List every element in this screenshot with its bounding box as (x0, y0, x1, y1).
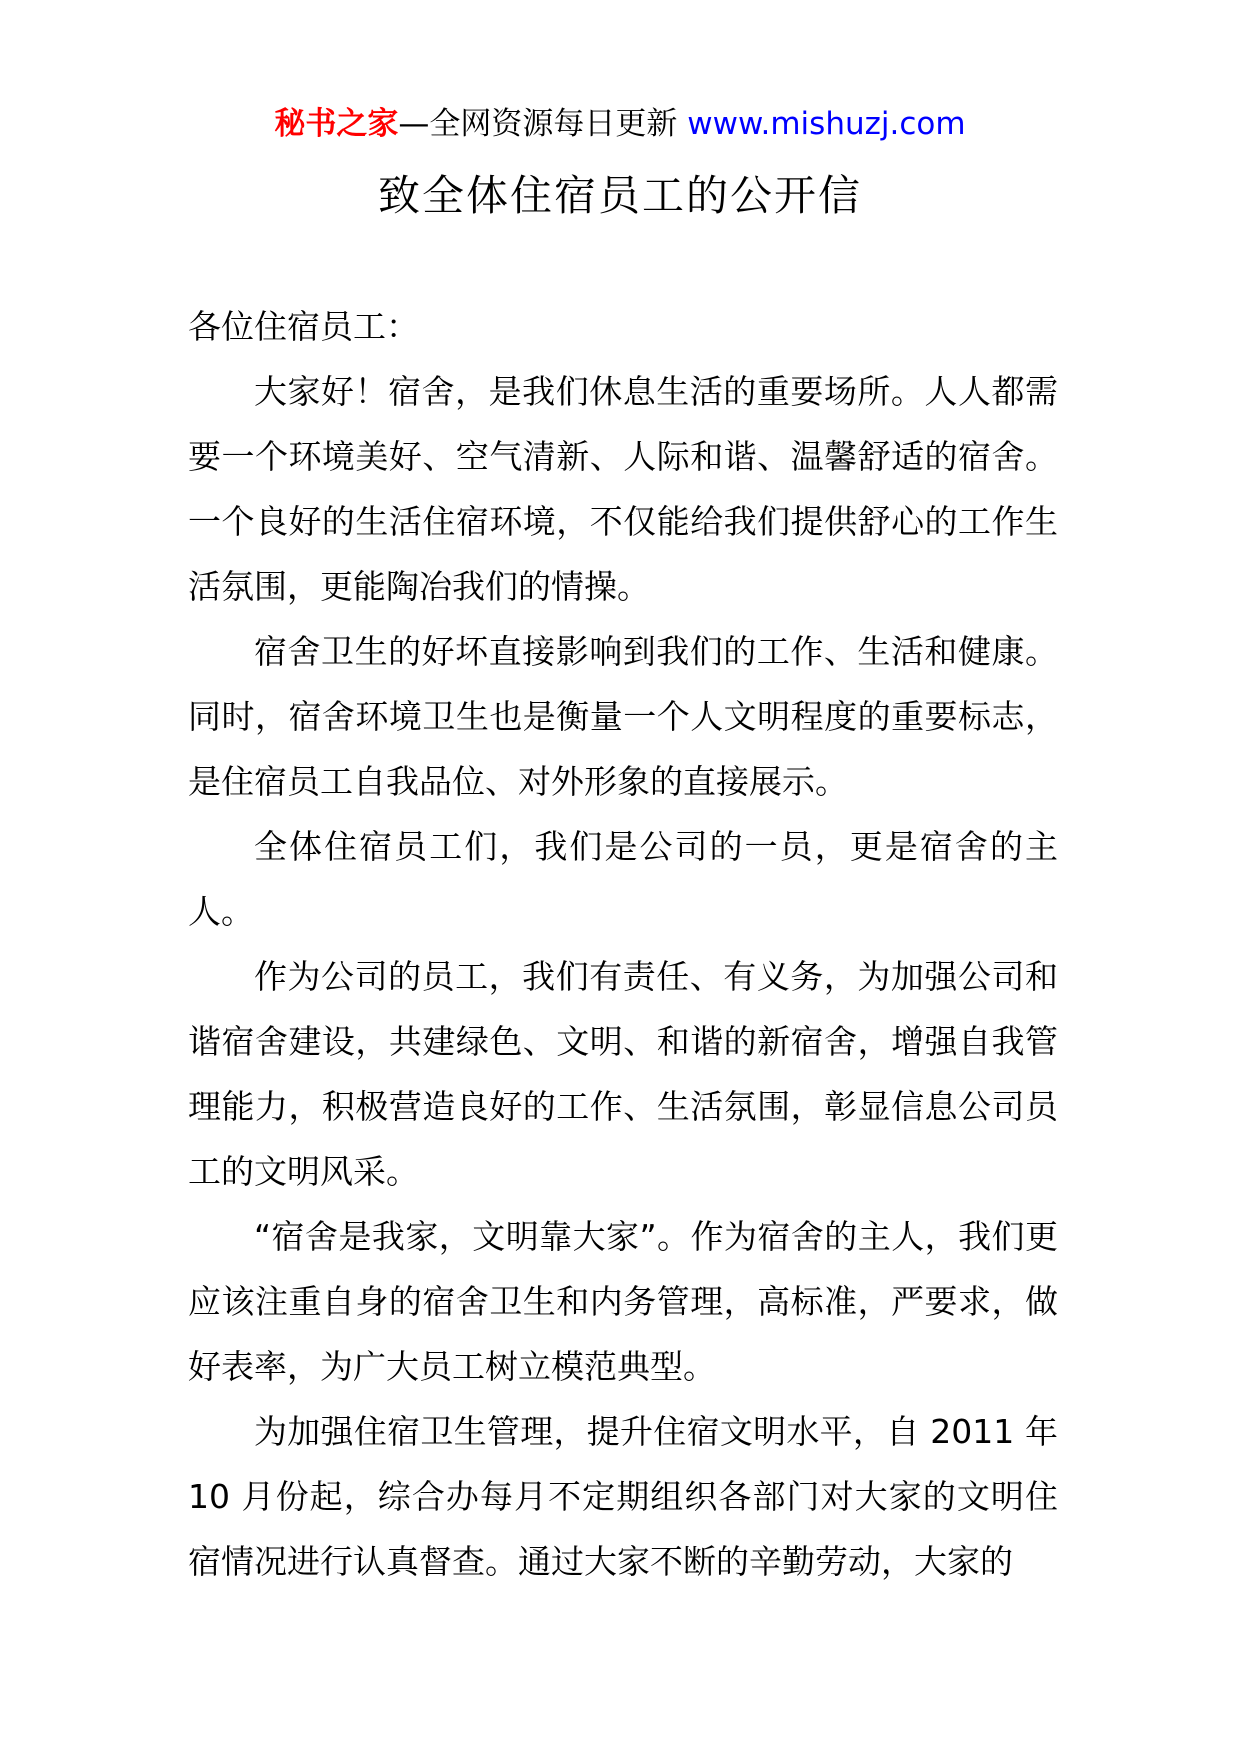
letter-body (188, 294, 1058, 1594)
site-brand: 秘书之家 (274, 106, 399, 142)
document-title: 致全体住宿员工的公开信 (377, 171, 862, 220)
paragraph: 宿舍卫生的好坏直接影响到我们的工作、生活和健康。同时，宿舍环境卫生也是衡量一个人文明程度的重要标志，是住宿员工自我品位、对外形象的直接展示。 (188, 632, 1058, 801)
site-tagline: —全网资源每日更新 (398, 106, 678, 142)
paragraph: 大家好！宿舍，是我们休息生活的重要场所。人人都需要一个环境美好、空气清新、人际和谐、温馨舒适的宿舍。一个良好的生活住宿环境，不仅能给我们提供舒心的工作生活氛围，更能陶冶我们的情操。 (188, 372, 1058, 606)
paragraph: 全体住宿员工们，我们是公司的一员，更是宿舍的主人。 (188, 827, 1058, 931)
salutation: 各位住宿员工： (188, 307, 419, 346)
paragraph: “宿舍是我家，文明靠大家”。作为宿舍的主人，我们更应该注重自身的宿舍卫生和内务管理，高标准，严要求，做好表率，为广大员工树立模范典型。 (188, 1217, 1058, 1386)
site-url-link[interactable]: www.mishuzj.com (687, 106, 966, 142)
site-header (0, 104, 1240, 144)
paragraph: 作为公司的员工，我们有责任、有义务，为加强公司和谐宿舍建设，共建绿色、文明、和谐的新宿舍，增强自我管理能力，积极营造良好的工作、生活氛围，彰显信息公司员工的文明风采。 (188, 957, 1058, 1191)
paragraph: 为加强住宿卫生管理，提升住宿文明水平，自 2011 年 10 月份起，综合办每月不定期组织各部门对大家的文明住宿情况进行认真督查。通过大家不断的辛勤劳动，大家的 (188, 1412, 1058, 1581)
